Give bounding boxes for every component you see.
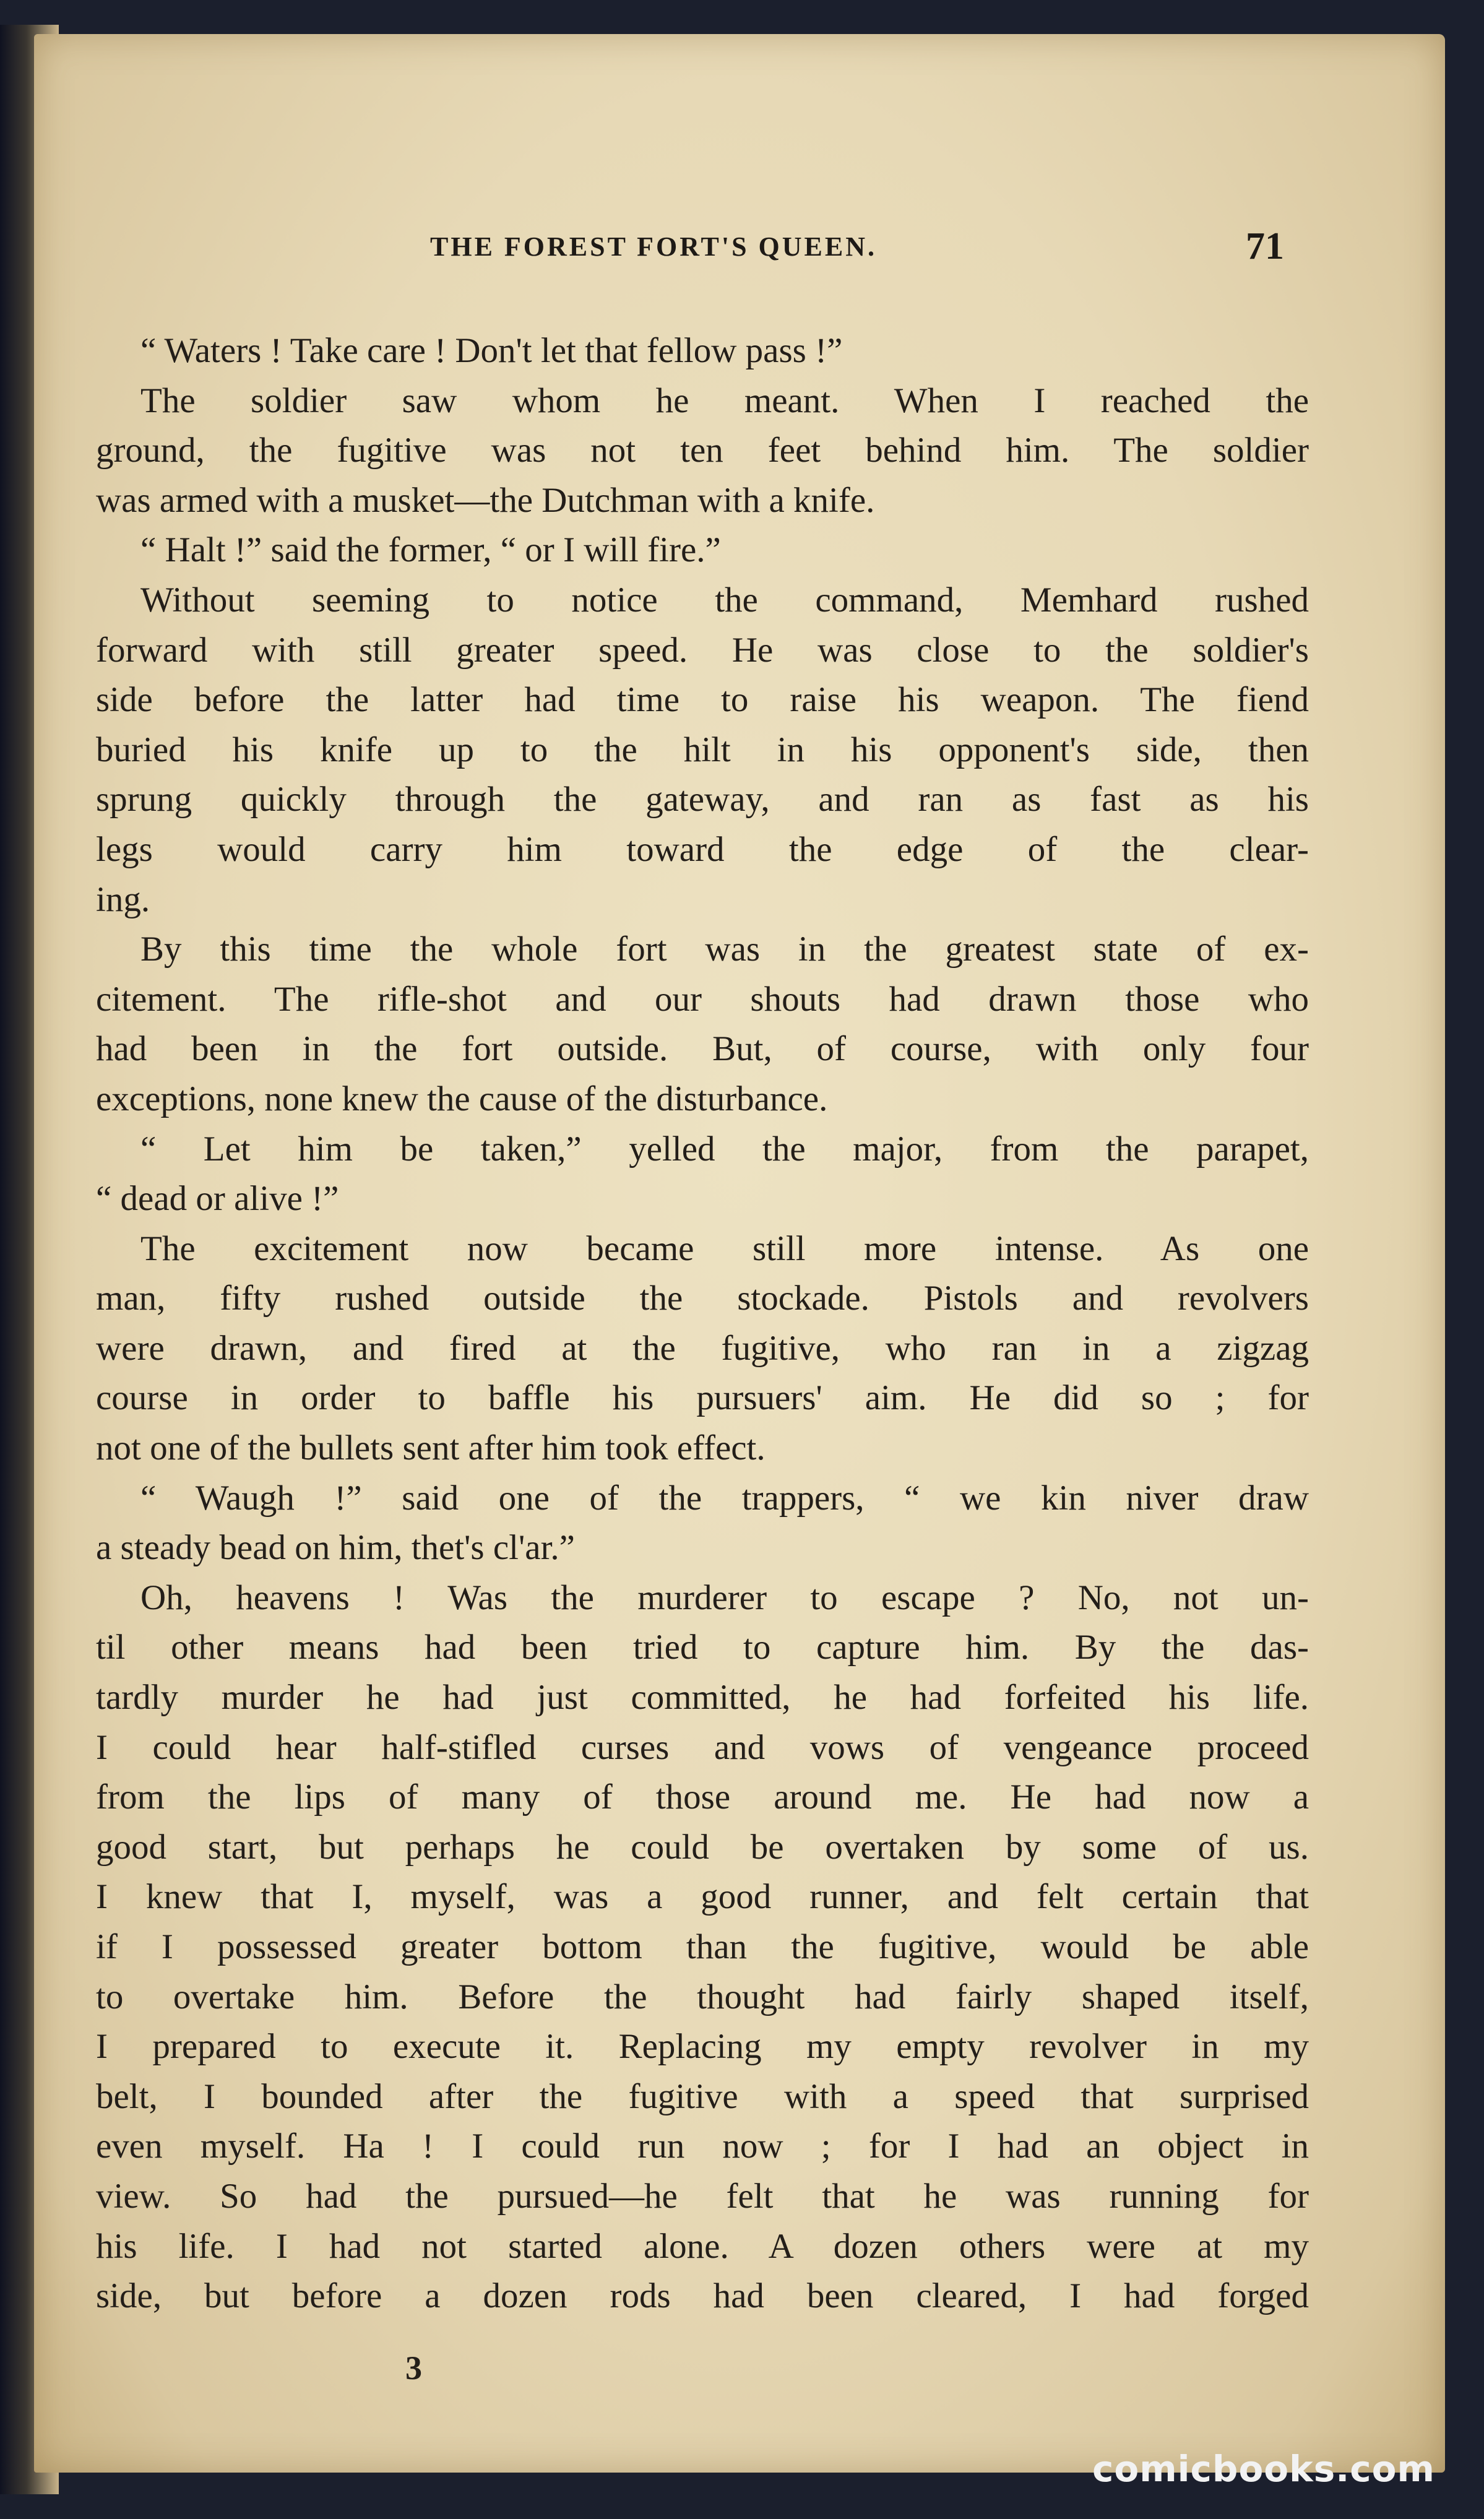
text-line: exceptions, none knew the cause of the disturbance.: [96, 1079, 828, 1118]
text-line: buried his knife up to the hilt in his opponent's side, then: [96, 730, 1309, 769]
text-line: side before the latter had time to raise his weapon. The fiend: [96, 680, 1309, 720]
text-line: to overtake him. Before the thought had fairly shaped itself,: [96, 1977, 1309, 2016]
text-line: from the lips of many of those around me. He had now a: [96, 1778, 1309, 1817]
body-text: [96, 326, 1309, 2322]
text-line: By this time the whole fort was in the greatest state of ex-: [140, 930, 1309, 969]
running-title: THE FOREST FORT'S QUEEN.: [430, 231, 878, 262]
text-line: was armed with a musket—the Dutchman with a knife.: [96, 480, 875, 520]
text-line: I knew that I, myself, was a good runner, and felt certain that: [96, 1877, 1309, 1917]
text-line: til other means had been tried to capture him. By the das-: [96, 1628, 1309, 1667]
text-line: I could hear half-stifled curses and vows of vengeance proceed: [96, 1727, 1309, 1767]
text-line: if I possessed greater bottom than the fugitive, would be able: [96, 1927, 1309, 1966]
text-line: legs would carry him toward the edge of the clear-: [96, 829, 1309, 869]
text-line: were drawn, and fired at the fugitive, who ran in a zigzag: [96, 1328, 1309, 1368]
text-line: “ dead or alive !”: [96, 1179, 339, 1219]
text-line: a steady bead on him, thet's cl'ar.”: [96, 1528, 575, 1568]
text-line: belt, I bounded after the fugitive with a speed that surprised: [96, 2076, 1309, 2116]
text-line: “ Halt !” said the former, “ or I will fire.”: [140, 530, 721, 570]
text-line: Without seeming to notice the command, Memhard rushed: [140, 580, 1309, 620]
text-line: course in order to baffle his pursuers' aim. He did so ; for: [96, 1378, 1309, 1418]
text-line: tardly murder he had just committed, he had forfeited his life.: [96, 1678, 1309, 1718]
text-line: view. So had the pursued—he felt that he was running for: [96, 2176, 1309, 2216]
page-header: [430, 225, 1284, 268]
text-line: “ Waugh !” said one of the trappers, “ we kin niver draw: [140, 1478, 1309, 1518]
text-line: The soldier saw whom he meant. When I reached the: [140, 381, 1309, 420]
text-line: The excitement now became still more intense. As one: [140, 1229, 1309, 1268]
text-line: sprung quickly through the gateway, and ran as fast as his: [96, 780, 1309, 819]
text-line: Oh, heavens ! Was the murderer to escape ? No, not un-: [140, 1578, 1309, 1617]
book-page: [34, 34, 1445, 2473]
text-line: “ Let him be taken,” yelled the major, from the parapet,: [140, 1129, 1309, 1169]
text-line: even myself. Ha ! I could run now ; for I had an object in: [96, 2127, 1309, 2166]
text-line: man, fifty rushed outside the stockade. Pistols and revolvers: [96, 1279, 1309, 1318]
text-line: had been in the fort outside. But, of course, with only four: [96, 1029, 1309, 1069]
text-line: good start, but perhaps he could be overtaken by some of us.: [96, 1827, 1309, 1867]
text-line: citement. The rifle-shot and our shouts had drawn those who: [96, 979, 1309, 1019]
text-line: his life. I had not started alone. A dozen others were at my: [96, 2226, 1309, 2266]
text-line: I prepared to execute it. Replacing my empty revolver in my: [96, 2027, 1309, 2067]
signature-mark: 3: [405, 2349, 422, 2387]
watermark: comicbooks.com: [1092, 2448, 1435, 2490]
text-line: side, but before a dozen rods had been cleared, I had forged: [96, 2276, 1309, 2316]
page-number: 71: [1246, 225, 1284, 267]
text-line: not one of the bullets sent after him took effect.: [96, 1428, 766, 1468]
text-line: ing.: [96, 879, 150, 919]
text-line: “ Waters ! Take care ! Don't let that fellow pass !”: [140, 331, 843, 370]
text-line: forward with still greater speed. He was close to the soldier's: [96, 630, 1309, 670]
text-line: ground, the fugitive was not ten feet behind him. The soldier: [96, 431, 1309, 470]
